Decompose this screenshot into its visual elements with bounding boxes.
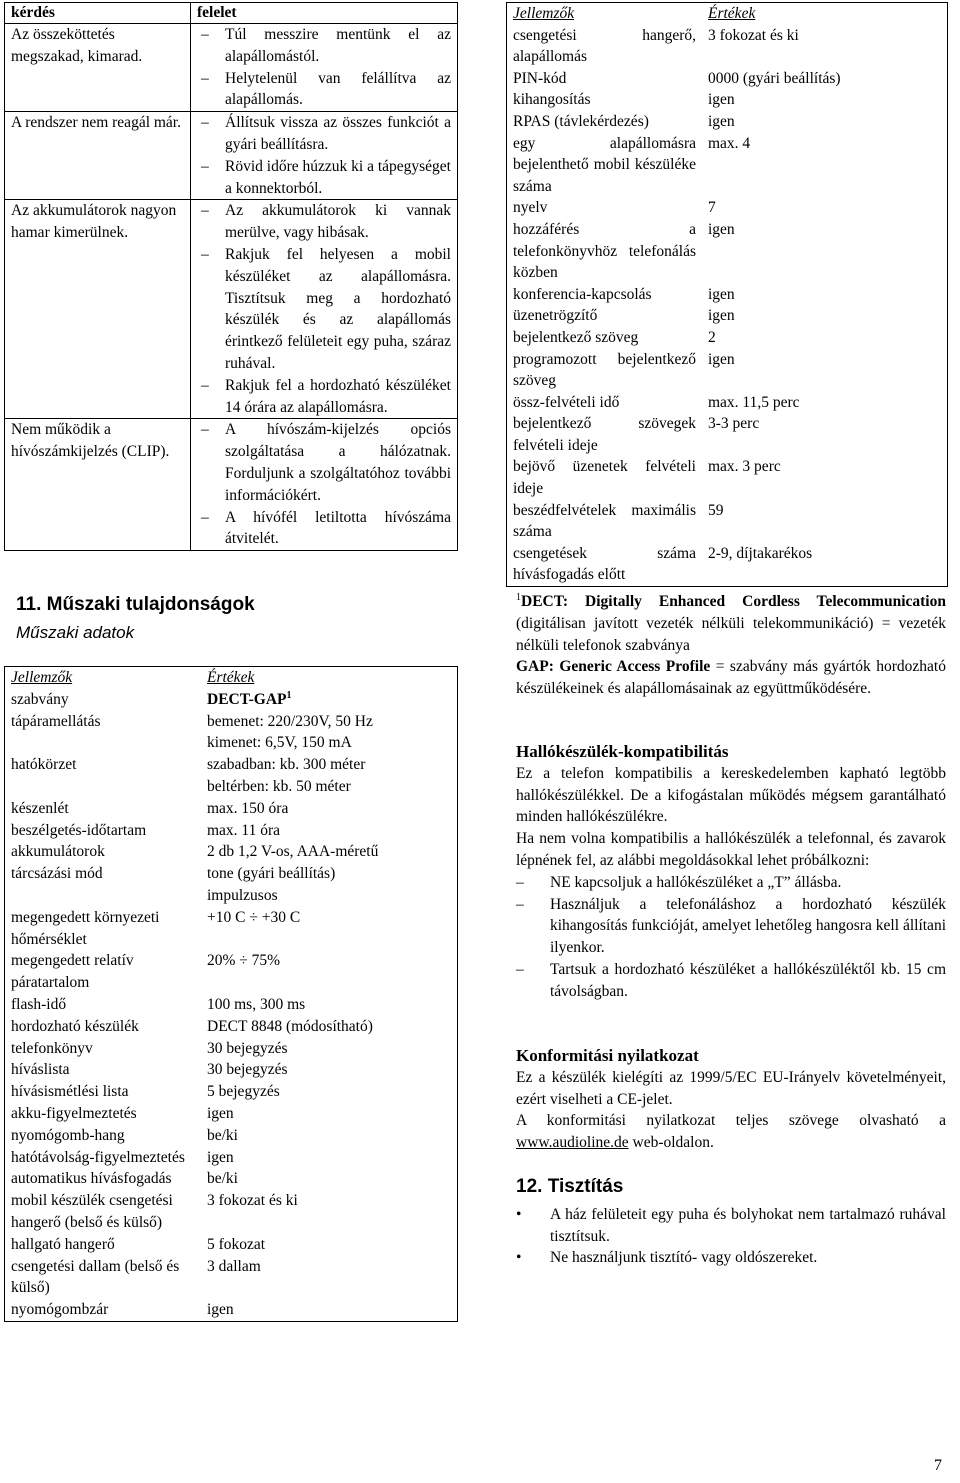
spec-key: programozott bejelentkező szöveg (513, 350, 696, 390)
spec-value-text: igen (207, 1104, 234, 1122)
spec-row (5, 1081, 458, 1103)
spec-key: megengedett környezeti hőmérséklet (11, 908, 160, 948)
spec-row (507, 133, 948, 198)
spec-value (201, 841, 458, 863)
faq-row (5, 112, 458, 200)
spec-value-text: 100 ms, 300 ms (207, 995, 306, 1013)
spec-value-text: igen (708, 112, 735, 130)
spec-value (702, 219, 948, 284)
spec2-body (507, 25, 948, 587)
spec-value (702, 111, 948, 133)
spec-value-text: 3-3 perc (708, 415, 760, 433)
hearing-aid-list (516, 872, 946, 1003)
spec-key: tárcsázási mód (11, 865, 103, 883)
spec-value-text: be/ki (207, 1126, 238, 1144)
hearing-aid-paragraph-1: Ez a telefon kompatibilis a kereskedelemben kapható legtöbb hallókészülékkel. De a kifogástalan működés mégsem garantálható minden hallókészülékre. (516, 764, 946, 826)
spec-value (702, 89, 948, 111)
footnote-gap-label: GAP: Generic Access Profile (516, 658, 711, 676)
spec-row (5, 1299, 458, 1321)
faq-answer (191, 419, 458, 551)
spec-table (4, 666, 458, 1322)
spec-value (702, 456, 948, 499)
spec-key: nyomógombzár (11, 1301, 109, 1319)
spec-value (702, 197, 948, 219)
spec-row (5, 711, 458, 755)
spec-row (5, 1234, 458, 1256)
footnote-dect-label: DECT: Digitally Enhanced Cordless Telecommunication (521, 593, 946, 610)
spec-row (5, 841, 458, 863)
spec-row (507, 197, 948, 219)
spec-value (201, 1147, 458, 1169)
spec-row (5, 1168, 458, 1190)
spec-value (702, 305, 948, 327)
page-number: 7 (934, 1457, 942, 1474)
faq-answer-item: – Rakjuk fel helyesen a mobil készüléket az alapállomásra. Tisztítsuk meg a hordozható készülék és az alapállomás érintkező felületeit egy puha, száraz ruhával. (197, 244, 451, 375)
spec-row (5, 1190, 458, 1234)
spec-key: híváslista (11, 1061, 70, 1079)
spec-value (201, 711, 458, 755)
faq-answer-list (197, 112, 451, 199)
spec-row (507, 349, 948, 392)
faq-answer-item: – Rakjuk fel a hordozható készüléket 14 órára az alapállomásra. (197, 375, 451, 419)
spec-row (5, 1038, 458, 1060)
footnote (516, 591, 946, 700)
spec-key: készenlét (11, 799, 69, 817)
faq-answer-item: – Az akkumulátorok ki vannak merülve, vagy hibásak. (197, 200, 451, 244)
spec2-header-row (507, 3, 948, 25)
spec-value-text: max. 3 perc (708, 458, 781, 476)
spec-row (5, 1016, 458, 1038)
spec-header-value: Értékek (207, 669, 255, 686)
faq-row (5, 200, 458, 419)
spec-value (201, 1125, 458, 1147)
spec-header-row (5, 667, 458, 689)
spec-value (201, 907, 458, 951)
spec-row (5, 820, 458, 842)
spec-table-continued (506, 2, 948, 587)
faq-question: Nem működik a hívószámkijelzés (CLIP). (5, 419, 191, 551)
spec-value-text: 3 dallam (207, 1257, 261, 1275)
spec-value-text: igen (207, 1301, 234, 1319)
faq-answer-item: – Helytelenül van felállítva az alapállomás. (197, 68, 451, 112)
spec-key: hordozható készülék (11, 1017, 139, 1035)
spec-value (702, 68, 948, 90)
spec-value-text: szabadban: kb. 300 méter beltérben: kb. 50 méter (207, 756, 366, 795)
spec-value-text: bemenet: 220/230V, 50 Hz kimenet: 6,5V, 150 mA (207, 712, 373, 752)
spec-value-text: DECT-GAP (207, 690, 287, 708)
faq-question: A rendszer nem reagál már. (5, 112, 191, 200)
cleaning-item: • A ház felületeit egy puha és bolyhokat nem tartalmazó ruhával tisztítsuk. (516, 1204, 946, 1248)
spec-value (201, 1234, 458, 1256)
spec-row (5, 1059, 458, 1081)
spec-key: hozzáférés a telefonkönyvhöz telefonálás közben (513, 220, 696, 282)
spec-key: hívásismétlési lista (11, 1083, 129, 1101)
faq-header-answer: felelet (191, 3, 458, 24)
spec-key: hatókörzet (11, 756, 77, 774)
spec-row (5, 994, 458, 1016)
section-11-number: 11. (16, 594, 42, 615)
spec-key: szabvány (11, 690, 69, 708)
spec-key: hallgató hangerő (11, 1235, 115, 1253)
spec2-header-key: Jellemzők (513, 5, 575, 22)
spec-value-text: igen (708, 91, 735, 109)
spec-row (5, 907, 458, 951)
spec-value-text: 59 (708, 501, 724, 519)
faq-answer-item: – A hívófél letiltotta hívószáma átvitelét. (197, 507, 451, 551)
spec-key: megengedett relatív páratartalom (11, 952, 134, 992)
spec-row (5, 689, 458, 711)
spec-row (507, 543, 948, 587)
spec-key: hatótávolság-figyelmeztetés (11, 1148, 185, 1166)
spec-key: nyelv (513, 199, 548, 217)
spec-row (507, 305, 948, 327)
section-12-number: 12. (516, 1176, 543, 1197)
spec-key: nyomógomb-hang (11, 1126, 125, 1144)
faq-answer (191, 200, 458, 419)
section-12-title: Tisztítás (547, 1176, 624, 1197)
spec-key: csengetési dallam (belső és külső) (11, 1257, 180, 1297)
faq-question: Az akkumulátorok nagyon hamar kimerülnek. (5, 200, 191, 419)
hearing-aid-paragraph-2: Ha nem volna kompatibilis a hallókészülék a telefonnal, és zavarok lépnének fel, az alábbi megoldásokkal lehet próbálkozni: (516, 830, 946, 869)
spec-value (702, 392, 948, 414)
spec-value-text: be/ki (207, 1170, 238, 1188)
faq-row (5, 24, 458, 112)
faq-row (5, 419, 458, 551)
spec-row (507, 413, 948, 456)
spec-value-text: max. 4 (708, 134, 751, 152)
spec-value-text: igen (708, 285, 735, 303)
spec-value (702, 349, 948, 392)
faq-answer-item: – Állítsuk vissza az összes funkciót a gyári beállításra. (197, 112, 451, 156)
faq-answer (191, 112, 458, 200)
spec-value (201, 1299, 458, 1321)
faq-body (5, 24, 458, 551)
spec-key: kihangosítás (513, 91, 591, 109)
spec-value (201, 1016, 458, 1038)
hearing-aid-item: – NE kapcsoljuk a hallókészüléket a „T” állásba. (516, 872, 946, 894)
spec2-header-value: Értékek (708, 5, 756, 22)
spec-value (201, 1081, 458, 1103)
spec-row (5, 863, 458, 907)
spec-row (507, 456, 948, 499)
troubleshooting-table (4, 2, 458, 551)
section-12 (516, 1176, 946, 1269)
spec-header-key: Jellemzők (11, 669, 73, 686)
spec-row (5, 1103, 458, 1125)
spec-value (201, 863, 458, 907)
spec-value-text: igen (708, 350, 735, 368)
spec-value-text: max. 11 óra (207, 821, 281, 839)
spec-value-text: 3 fokozat és ki (207, 1192, 298, 1210)
spec-row (507, 392, 948, 414)
spec-row (5, 798, 458, 820)
faq-question: Az összeköttetés megszakad, kimarad. (5, 24, 191, 112)
conformity-section (516, 1045, 946, 1154)
spec-key: üzenetrögzítő (513, 307, 598, 325)
spec-value (201, 820, 458, 842)
footnote-gap-text: = szabvány más gyártók hordozható készülékeinek és alapállomásainak az együttműködésére. (516, 658, 946, 698)
footnote-dect-text: (digitálisan javított vezeték nélküli telekommunikáció) = vezeték nélküli telefonok szabványa (516, 614, 946, 654)
audioline-link[interactable]: www.audioline.de (516, 1134, 629, 1152)
spec-key: bejelentkező szöveg (513, 328, 639, 346)
spec-key: akku-figyelmeztetés (11, 1104, 137, 1122)
conformity-paragraph-1: Ez a készülék kielégíti az 1999/5/EC EU-Irányelv követelményeit, ezért viselheti a CE-jelet. (516, 1068, 946, 1108)
footnote-gap (516, 656, 946, 700)
conformity-text: A konformitási nyilatkozat teljes szövege olvasható a (516, 1112, 946, 1130)
spec-row (5, 1256, 458, 1300)
spec-value (702, 133, 948, 198)
section-11-heading (16, 594, 255, 616)
spec-value-text: 5 fokozat (207, 1235, 266, 1253)
spec-value-text: 2 (708, 328, 716, 346)
spec-row (507, 500, 948, 543)
spec-key: akkumulátorok (11, 843, 105, 861)
spec-key: beszélgetés-időtartam (11, 821, 147, 839)
spec-row (507, 68, 948, 90)
spec-value (201, 798, 458, 820)
spec-value-text: 2-9, díjtakarékos (708, 544, 813, 562)
faq-answer-item: – Rövid időre húzzuk ki a tápegységet a konnektorból. (197, 156, 451, 200)
conformity-paragraph-2 (516, 1110, 946, 1154)
conformity-text-end: web-oldalon. (632, 1134, 714, 1152)
spec-row (5, 754, 458, 798)
spec-value (702, 413, 948, 456)
spec-footnote-marker: 1 (286, 689, 292, 701)
spec-key: beszédfelvételek maximális száma (513, 501, 696, 541)
spec-value-text: 5 bejegyzés (207, 1083, 280, 1101)
spec-value (201, 1256, 458, 1300)
spec-key: bejövő üzenetek felvételi ideje (513, 458, 696, 498)
section-12-heading (516, 1176, 946, 1198)
hearing-aid-item: – Használjuk a telefonáláshoz a hordozható készülék kihangosítás funkcióját, amelyet lehetőleg hangosra kell állítani ilyenkor. (516, 894, 946, 959)
spec-key: csengetési hangerő, alapállomás (513, 26, 696, 66)
spec-value-text: 3 fokozat és ki (708, 26, 799, 44)
spec-body (5, 689, 458, 1322)
faq-answer (191, 24, 458, 112)
spec-value (702, 284, 948, 306)
footnote-marker: 1 (516, 591, 521, 603)
spec-value (201, 1059, 458, 1081)
hearing-aid-heading: Hallókészülék-kompatibilitás (516, 742, 729, 761)
spec-key: bejelentkező szövegek felvételi ideje (513, 415, 696, 454)
spec-value (201, 754, 458, 798)
spec-value (201, 994, 458, 1016)
spec-row (5, 1147, 458, 1169)
conformity-heading: Konformitási nyilatkozat (516, 1046, 699, 1065)
spec-key: tápáramellátás (11, 712, 101, 730)
spec-value-text: igen (708, 220, 735, 238)
spec-row (507, 111, 948, 133)
spec-key: össz-felvételi idő (513, 393, 620, 411)
spec-value (702, 25, 948, 68)
footnote-dect (516, 591, 946, 656)
spec-key: PIN-kód (513, 69, 567, 87)
spec-key: konferencia-kapcsolás (513, 285, 652, 303)
spec-value-text: max. 150 óra (207, 799, 289, 817)
spec-value-text: 7 (708, 199, 716, 217)
spec-value-text: igen (207, 1148, 234, 1166)
faq-answer-item: – A hívószám-kijelzés opciós szolgáltatása a hálózatnak. Forduljunk a szolgáltatóhoz további információkért. (197, 419, 451, 506)
spec-value-text: max. 11,5 perc (708, 393, 800, 411)
spec-key: telefonkönyv (11, 1039, 93, 1057)
spec-value-text: DECT 8848 (módosítható) (207, 1017, 373, 1035)
faq-answer-list (197, 419, 451, 550)
spec-value (702, 327, 948, 349)
faq-answer-list (197, 200, 451, 418)
faq-header-row (5, 3, 458, 24)
spec-value (702, 543, 948, 587)
spec-key: automatikus hívásfogadás (11, 1170, 172, 1188)
spec-value (201, 1038, 458, 1060)
spec-value-text: 0000 (gyári beállítás) (708, 69, 841, 87)
spec-row (5, 950, 458, 994)
spec-key: flash-idő (11, 995, 67, 1013)
spec-row (507, 25, 948, 68)
section-11-subtitle: Műszaki adatok (16, 623, 135, 642)
spec-value-text: 2 db 1,2 V-os, AAA-méretű (207, 843, 379, 861)
spec-key: egy alapállomásra bejelenthető mobil készüléke száma (513, 134, 696, 195)
faq-header-question: kérdés (5, 3, 191, 24)
spec-row (507, 219, 948, 284)
spec-key: RPAS (távlekérdezés) (513, 112, 649, 130)
spec-row (507, 89, 948, 111)
spec-value-text: +10 C ÷ +30 C (207, 908, 301, 926)
cleaning-list (516, 1204, 946, 1269)
spec-value-text: 30 bejegyzés (207, 1061, 288, 1079)
spec-key: csengetések száma hívásfogadás előtt (513, 544, 696, 584)
spec-row (507, 327, 948, 349)
spec-value-text: igen (708, 307, 735, 325)
faq-answer-item: – Túl messzire mentünk el az alapállomástól. (197, 24, 451, 68)
spec-value-text: 30 bejegyzés (207, 1039, 288, 1057)
hearing-aid-item: – Tartsuk a hordozható készüléket a hallókészüléktől kb. 15 cm távolságban. (516, 959, 946, 1003)
spec-row (507, 284, 948, 306)
spec-value (201, 950, 458, 994)
section-11-title: Műszaki tulajdonságok (46, 594, 255, 615)
spec-value (201, 1103, 458, 1125)
spec-value (702, 500, 948, 543)
spec-value (201, 689, 458, 711)
spec-value-text: 20% ÷ 75% (207, 952, 281, 970)
spec-value (201, 1190, 458, 1234)
faq-answer-list (197, 24, 451, 111)
spec-value-text: tone (gyári beállítás) impulzusos (207, 865, 336, 904)
hearing-aid-section (516, 741, 946, 1003)
spec-row (5, 1125, 458, 1147)
cleaning-item: • Ne használjunk tisztító- vagy oldószereket. (516, 1247, 946, 1269)
spec-value (201, 1168, 458, 1190)
spec-key: mobil készülék csengetési hangerő (belső és külső) (11, 1192, 173, 1231)
